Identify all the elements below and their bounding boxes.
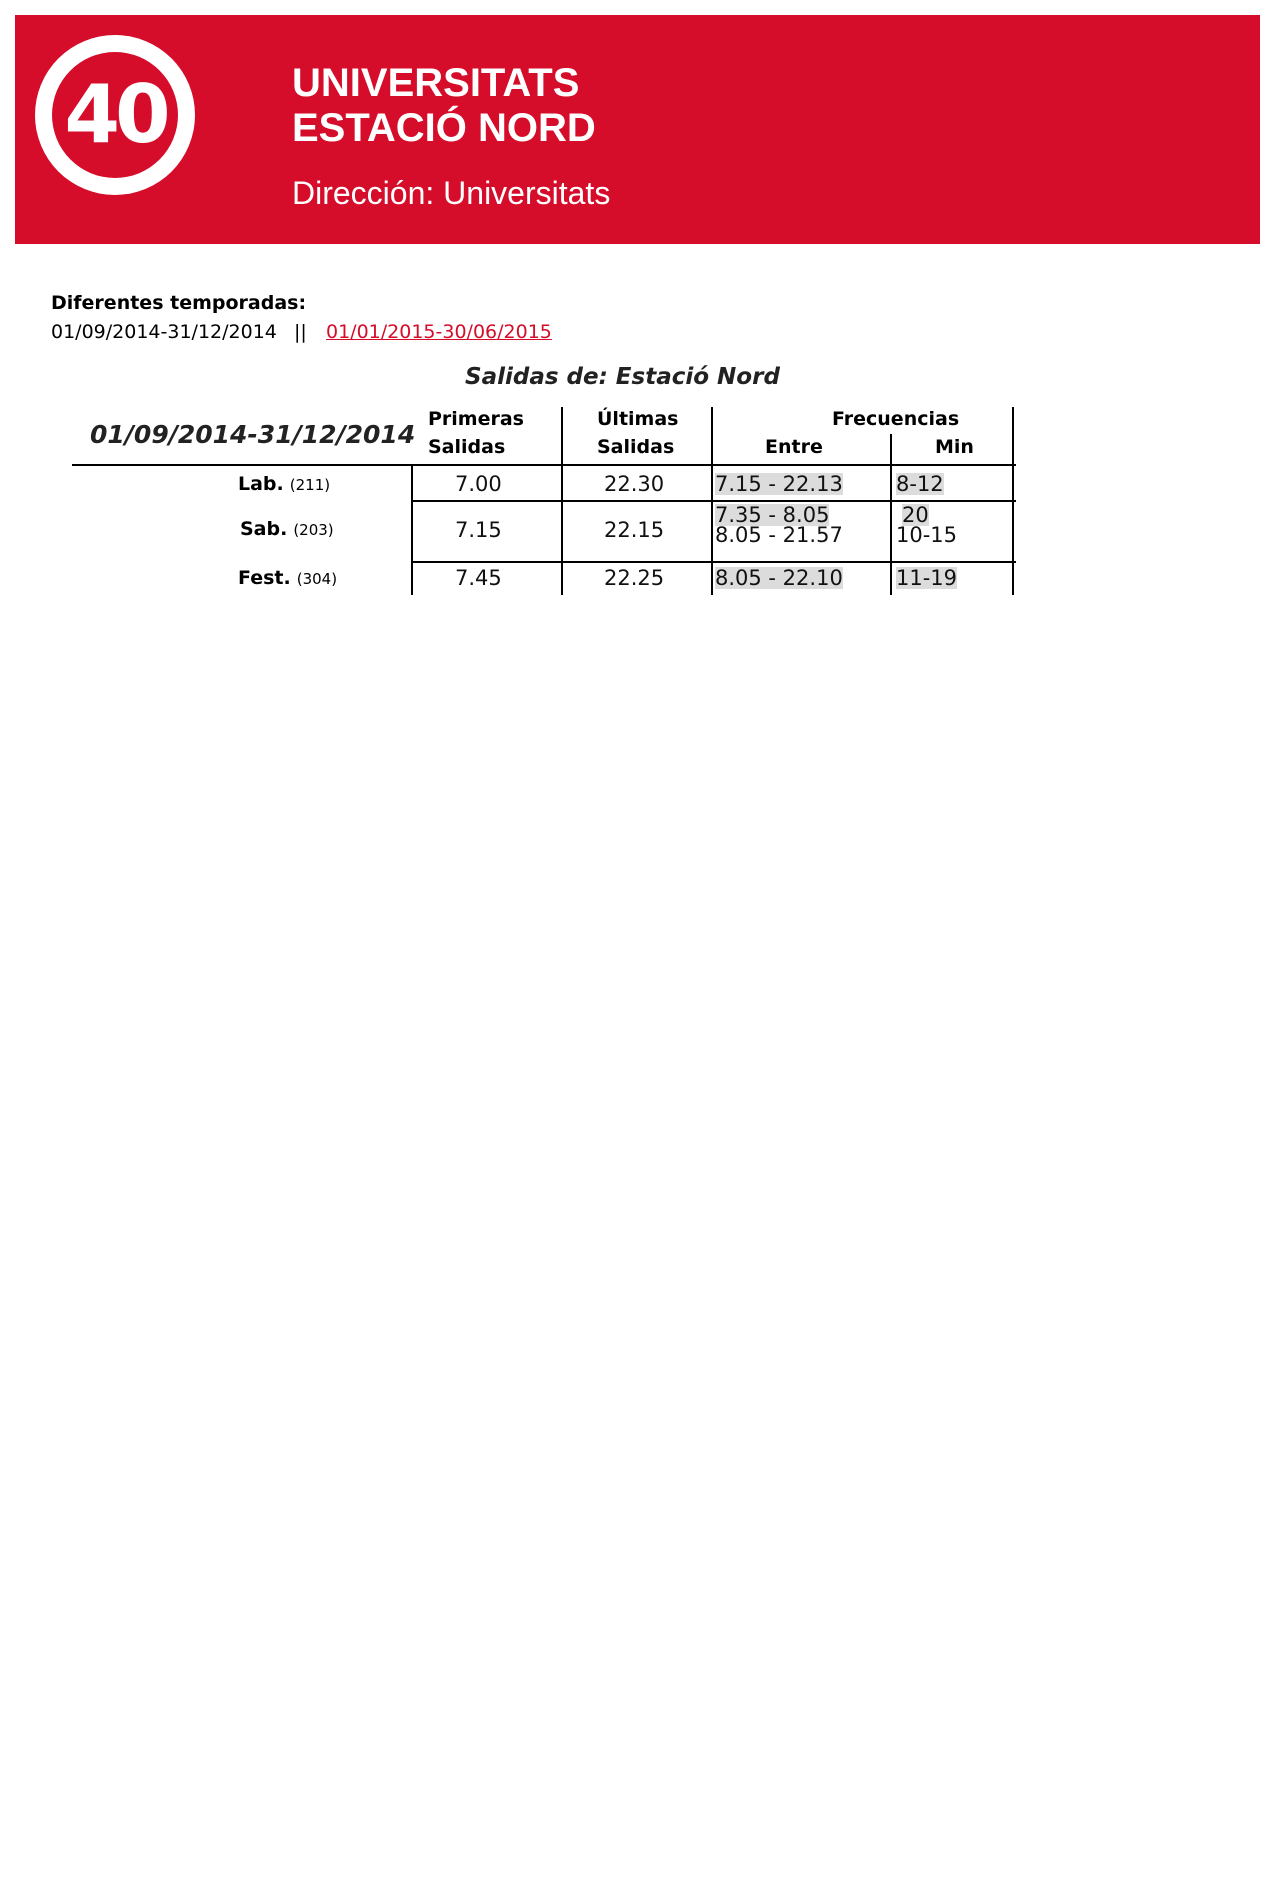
header-min: Min (935, 436, 974, 458)
day-label: Sab. (203) (240, 518, 334, 540)
last-departure: 22.30 (604, 472, 665, 496)
rule (711, 407, 713, 595)
rule (1012, 407, 1014, 595)
header-first-top: Primeras (428, 408, 524, 430)
frequency-minutes: 8-12 (896, 472, 944, 496)
first-departure: 7.15 (455, 518, 502, 542)
day-label: Fest. (304) (238, 567, 338, 589)
season-link-2015[interactable]: 01/01/2015-30/06/2015 (326, 321, 552, 343)
seasons-label: Diferentes temporadas: (51, 292, 307, 314)
schedule-period: 01/09/2014-31/12/2014 (90, 420, 416, 449)
first-departure: 7.00 (455, 472, 502, 496)
rule (411, 464, 413, 595)
schedule-title: Salidas de: Estació Nord (465, 364, 780, 390)
frequency-minutes: 10-15 (896, 523, 958, 547)
route-title-line2: ESTACIÓ NORD (292, 106, 596, 150)
header-last-bottom: Salidas (597, 436, 675, 458)
rule (72, 464, 412, 466)
rule (890, 434, 892, 595)
rule (411, 500, 1016, 502)
header-first-bottom: Salidas (428, 436, 506, 458)
last-departure: 22.15 (604, 518, 665, 542)
route-badge (35, 35, 195, 195)
frequency-minutes: 11-19 (896, 566, 958, 590)
day-label: Lab. (211) (238, 473, 331, 495)
season-separator: || (294, 321, 307, 343)
season-current: 01/09/2014-31/12/2014 (51, 321, 277, 343)
route-header-banner (15, 15, 1260, 244)
frequency-minutes: 20 (902, 503, 929, 527)
frequency-range: 8.05 - 21.57 (715, 523, 843, 547)
route-number: 40 (64, 68, 166, 161)
frequency-range: 7.35 - 8.05 (715, 503, 830, 527)
rule (411, 464, 1016, 466)
rule (411, 561, 1016, 563)
frequency-range: 8.05 - 22.10 (715, 566, 843, 590)
rule (561, 407, 563, 595)
route-direction: Dirección: Universitats (292, 175, 611, 211)
last-departure: 22.25 (604, 566, 665, 590)
first-departure: 7.45 (455, 566, 502, 590)
header-frequencies: Frecuencias (832, 408, 960, 430)
header-last-top: Últimas (597, 408, 679, 430)
header-between: Entre (765, 436, 823, 458)
route-title-line1: UNIVERSITATS (292, 61, 580, 105)
frequency-range: 7.15 - 22.13 (715, 472, 843, 496)
